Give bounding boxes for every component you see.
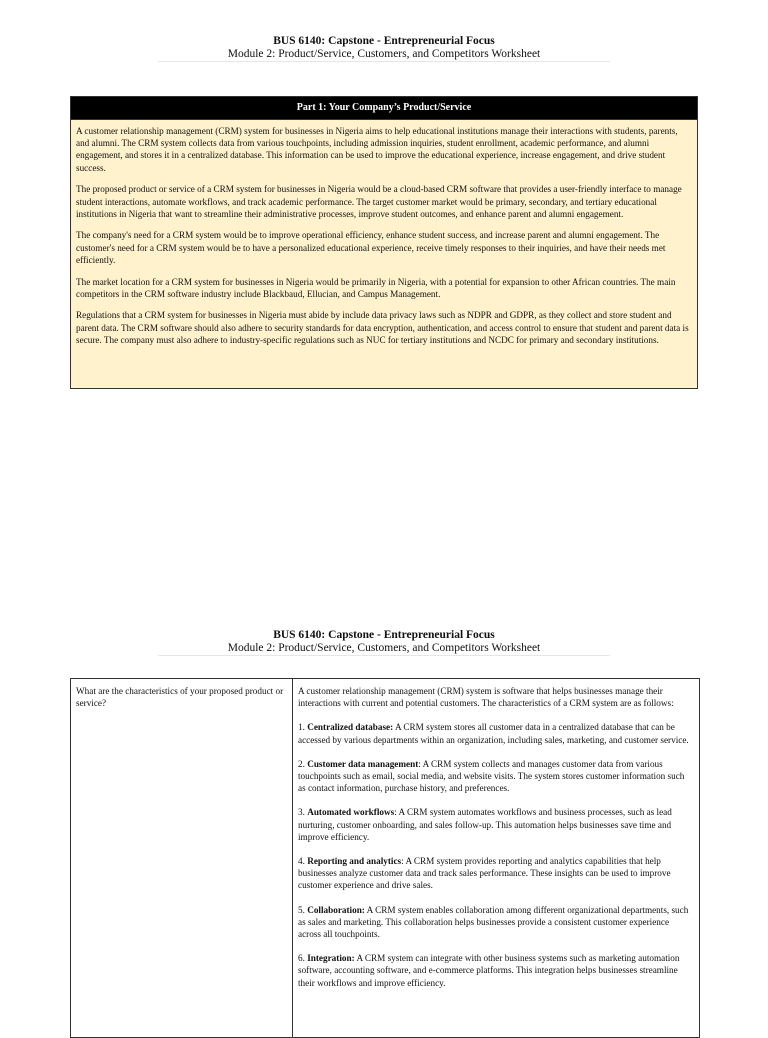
part1-paragraph: A customer relationship management (CRM) system for businesses in Nigeria aims to help educational institutions manage their interactions with students, parents, and alumni. The CRM system collects data from various touchpoints, including admission inquiries, student enrollment, academic performance, and alumni engagement, and stores it in a centralized database. This information can be used to improve the educational experience, increase engagement, and drive student success.: [76, 126, 678, 173]
characteristic-term: Reporting and analytics: [307, 856, 402, 867]
answer-intro: A customer relationship management (CRM) system is software that helps businesses manage their interactions with current and potential customers. The characteristics of a CRM system are as follows:: [298, 686, 674, 709]
characteristic-term: Centralized database:: [307, 722, 394, 733]
course-title: BUS 6140: Capstone - Entrepreneurial Focus: [273, 35, 495, 47]
characteristic-item: 3. Automated workflows: A CRM system automates workflows and business processes, such as lead nurturing, customer onboarding, and sales follow-up. This automation helps businesses save time and improve efficiency.: [298, 807, 672, 842]
characteristic-term: Automated workflows: [307, 807, 395, 818]
characteristic-term: Collaboration:: [307, 904, 365, 915]
part1-paragraph: Regulations that a CRM system for businesses in Nigeria must abide by include data privacy laws such as NDPR and GDPR, as they collect and store student and parent data. The CRM software should also adhere to security standards for data encryption, authentication, and access control to ensure that student and parent data is secure. The company must also adhere to industry-specific regulations such as NUC for tertiary institutions and NCDC for primary and secondary institutions.: [76, 310, 689, 345]
module-title: Module 2: Product/Service, Customers, and Competitors Worksheet: [227, 642, 541, 654]
characteristic-term: Integration:: [307, 953, 355, 964]
characteristic-term: Customer data management: [307, 758, 419, 769]
characteristic-item: 2. Customer data management: A CRM system collects and manages customer data from various touchpoints such as email, social media, and website visits. The system stores customer information such as contact information, purchase history, and preferences.: [298, 758, 685, 794]
course-title: BUS 6140: Capstone - Entrepreneurial Focus: [273, 629, 495, 641]
part1-body: [71, 119, 697, 388]
page-header: [0, 629, 768, 655]
header-divider: [158, 655, 610, 656]
characteristic-item: 1. Centralized database: A CRM system stores all customer data in a centralized database that can be accessed by various departments within an organization, including sales, marketing, and customer service.: [298, 722, 689, 745]
header-divider: [158, 61, 610, 62]
part1-paragraph: The market location for a CRM system for businesses in Nigeria would be primarily in Nigeria, with a potential for expansion to other African countries. The main competitors in the CRM software industry include Blackbaud, Ellucian, and Campus Management.: [76, 276, 676, 299]
part1-paragraph: The company's need for a CRM system would be to improve operational efficiency, enhance student success, and increase parent and alumni engagement. The customer's need for a CRM system would be to have a personalized educational experience, receive timely responses to their inquiries, and have their needs met efficiently.: [76, 230, 666, 265]
characteristic-item: 6. Integration: A CRM system can integrate with other business systems such as marketing automation software, accounting software, and e-commerce platforms. This integration helps businesses streamline their workflows and improve efficiency.: [298, 953, 680, 988]
answer-cell: [293, 679, 699, 1037]
question-cell: What are the characteristics of your proposed product or service?: [71, 679, 293, 1037]
part1-title: Part 1: Your Company’s Product/Service: [71, 97, 697, 119]
worksheet-table: [70, 678, 700, 1038]
characteristic-item: 4. Reporting and analytics: A CRM system provides reporting and analytics capabilities that help businesses analyze customer data and track sales performance. These insights can be used to improve customer experience and drive sales.: [298, 856, 671, 891]
part1-paragraph: The proposed product or service of a CRM system for businesses in Nigeria would be a cloud-based CRM software that provides a user-friendly interface to manage student interactions, automate workflows, and track academic performance. The target customer market would be primary, secondary, and tertiary educational institutions in Nigeria that want to streamline their administrative processes, improve student outcomes, and enhance parent and alumni engagement.: [76, 184, 682, 219]
module-title: Module 2: Product/Service, Customers, and Competitors Worksheet: [227, 48, 541, 60]
part1-section: [70, 96, 698, 389]
page-header: [0, 35, 768, 61]
characteristic-item: 5. Collaboration: A CRM system enables collaboration among different organizational departments, such as sales and marketing. This collaboration helps businesses provide a consistent customer experience across all touchpoints.: [298, 904, 689, 940]
